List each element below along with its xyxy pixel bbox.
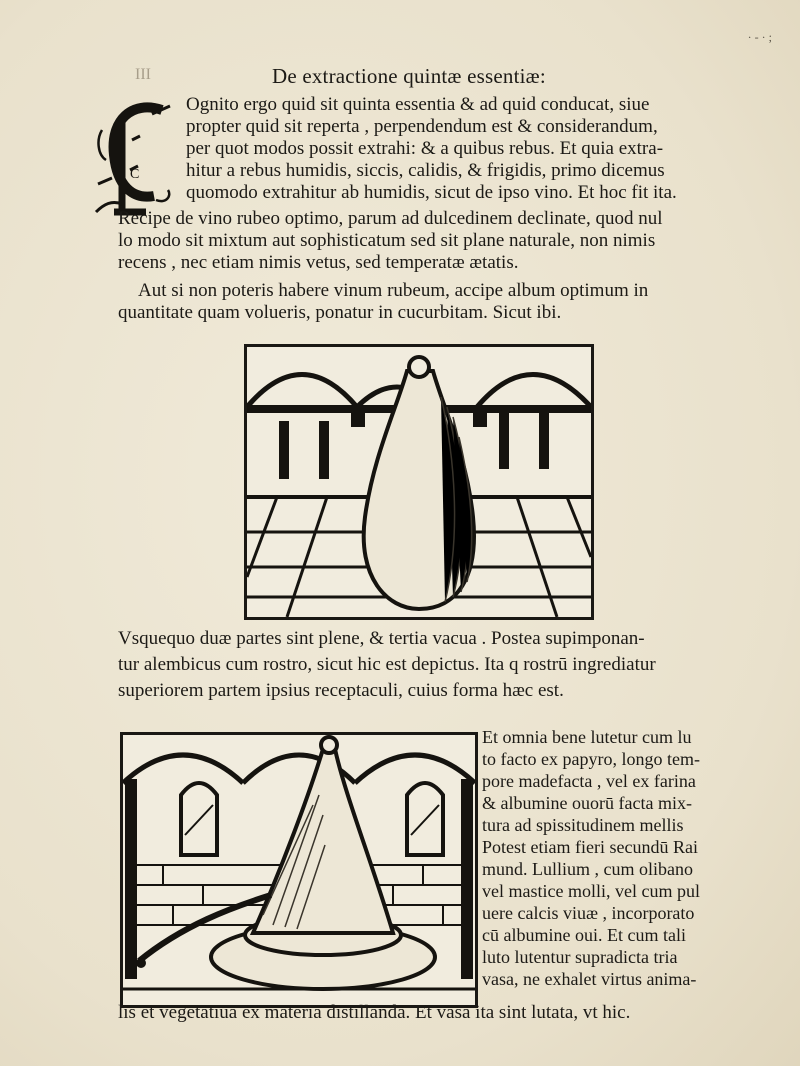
text-line: luto lutentur supradicta tria — [482, 947, 678, 967]
text-line: pore madefacta , vel ex farina — [482, 771, 696, 791]
drop-cap-letter: C — [130, 167, 140, 182]
woodcut-alembic-illustration — [120, 732, 478, 1008]
text-line: tura ad spissitudinem mellis — [482, 815, 684, 835]
text-line: to facto ex papyro, longo tem- — [482, 749, 700, 769]
text-line: Aut si non poteris habere vinum rubeum, accipe album optimum in — [138, 280, 649, 301]
text-line: Potest etiam fieri secundū Rai — [482, 837, 698, 857]
text-line: quantitate quam volueris, ponatur in cucurbitam. Sicut ibi. — [118, 302, 562, 323]
text-line: vasa, ne exhalet virtus anima- — [482, 969, 697, 989]
text-line: recens , nec etiam nimis vetus, sed temperatæ ætatis. — [118, 252, 519, 273]
text-line: lo modo sit mixtum aut sophisticatum sed sit plane naturale, non nimis — [118, 230, 656, 251]
text-line: uere calcis viuæ , incorporato — [482, 903, 695, 923]
woodcut-cucurbit-illustration — [244, 344, 594, 620]
text-line: propter quid sit reperta , perpendendum est & considerandum, — [186, 116, 658, 137]
text-line: lis et vegetatiua ex materia distillanda. Et vasa ita sint lutata, vt hic. — [118, 1002, 631, 1023]
text-line: Recipe de vino rubeo optimo, parum ad dulcedinem declinate, quod nul — [118, 208, 663, 229]
corner-marks: · - · ; — [747, 30, 772, 44]
text-line: & albumine ouorū facta mix- — [482, 793, 692, 813]
folio-marks: III — [135, 66, 151, 83]
text-line: vel mastice molli, vel cum pul — [482, 881, 700, 901]
text-line: mund. Lullium , cum olibano — [482, 859, 693, 879]
text-line: per quot modos possit extrahi: & a quibus rebus. Et quia extra- — [186, 138, 664, 159]
text-line: quomodo extrahitur ab humidis, sicut de ipso vino. Et hoc fit ita. — [186, 182, 677, 203]
text-line: hitur a rebus humidis, siccis, calidis, & frigidis, primo dicemus — [186, 160, 665, 181]
text-line: superiorem partem ipsius receptaculi, cuius forma hæc est. — [118, 680, 564, 701]
drop-cap-illumination — [92, 100, 178, 222]
text-line: Ognito ergo quid sit quinta essentia & ad quid conducat, siue — [186, 94, 650, 115]
text-line: cū albumine oui. Et cum tali — [482, 925, 686, 945]
text-line: Vsquequo duæ partes sint plene, & tertia vacua . Postea supimponan- — [118, 628, 645, 649]
text-line: Et omnia bene lutetur cum lu — [482, 727, 692, 747]
text-line: tur alembicus cum rostro, sicut hic est depictus. Ita q rostrū ingrediatur — [118, 654, 656, 675]
chapter-heading: De extractione quintæ essentiæ: — [272, 64, 546, 88]
